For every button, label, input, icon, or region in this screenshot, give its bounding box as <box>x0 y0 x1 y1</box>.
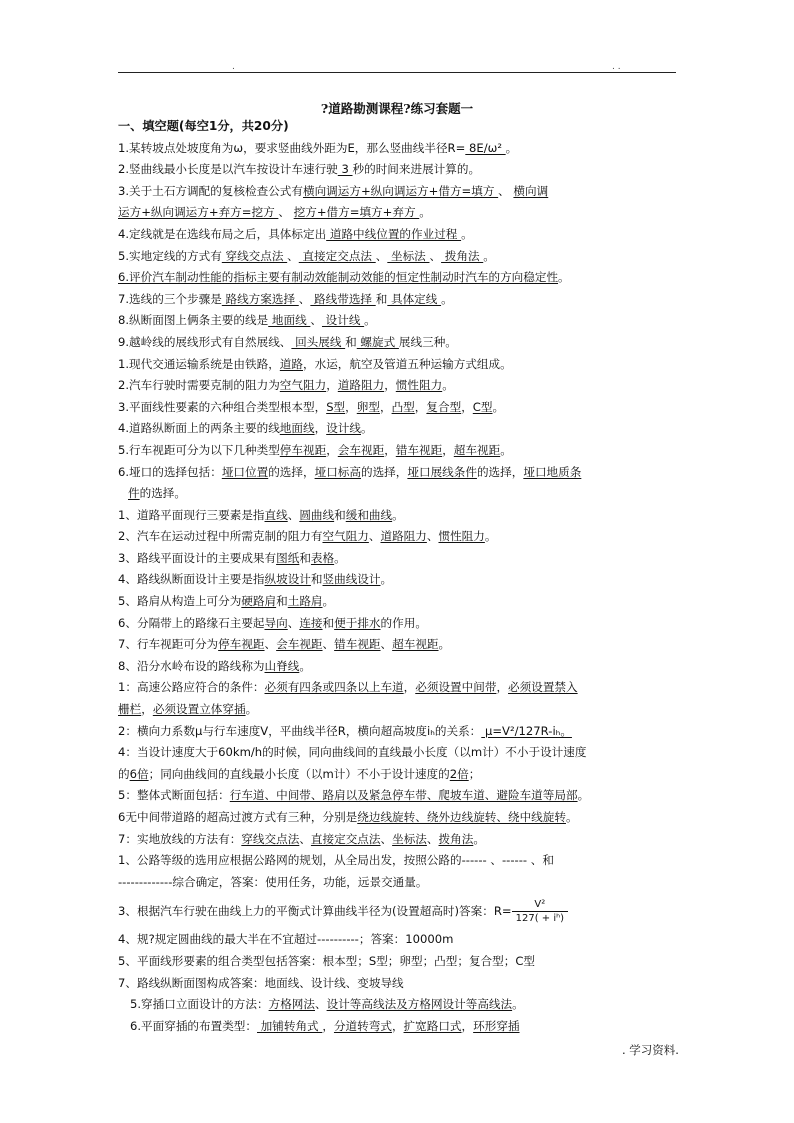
answer-text: 垭口地质条 <box>523 464 582 479</box>
answer-text: 具体定线 <box>387 291 442 306</box>
answer-text: 道路 <box>279 356 303 371</box>
text-span: 5.行车视距可分为以下几种类型 <box>118 442 280 457</box>
text-span: 、 <box>380 637 393 652</box>
text-span: ， <box>314 399 327 414</box>
answer-text: 方格网法 <box>268 997 315 1012</box>
text-span: 5、平面线形要素的组合类型包括答案：根本型；S型；卵型；凸型；复合型；C型 <box>118 953 536 968</box>
answer-text: 导向 <box>264 615 288 630</box>
answer-text: 垭口展线条件 <box>407 464 477 479</box>
answer-text: 山脊线 <box>264 658 300 673</box>
text-span: 4.定线就是在选线布局之后，具体标定出 <box>118 226 327 241</box>
text-span: 、 <box>310 313 322 328</box>
text-line <box>118 418 680 440</box>
text-line <box>118 289 680 311</box>
header-dot-right: . . <box>612 62 621 72</box>
text-line <box>118 462 680 484</box>
answer-text: 6.评价汽车制动性能的指标主要有制动效能制动效能的恒定性制动时汽车的方向稳定性 <box>118 270 559 285</box>
text-line <box>118 1016 680 1038</box>
text-span: ，水运，航空及管道五种运输方式组成。 <box>303 356 512 371</box>
answer-text: 件 <box>128 486 140 501</box>
fraction-denominator: 127( + iʰ) <box>512 911 568 925</box>
text-span: 。 <box>299 658 311 673</box>
text-span: 和 <box>334 507 346 522</box>
text-span: 、 <box>287 507 300 522</box>
text-span: 7、行车视距可分为 <box>118 637 219 652</box>
answer-text: 3 <box>337 162 353 177</box>
text-line <box>118 310 680 332</box>
answer-text: 挖方+借方=填方+弃方 <box>293 205 420 220</box>
text-span: 。 <box>364 313 376 328</box>
text-line <box>118 872 680 894</box>
answer-text: 道路阻力 <box>380 529 427 544</box>
text-span: 一、填空题(每空1分，共20分) <box>118 119 289 133</box>
answer-text: 会车视距 <box>276 637 323 652</box>
text-line <box>118 994 680 1016</box>
text-span: 。 <box>473 831 485 846</box>
text-span: 的选择， <box>360 464 408 479</box>
answer-text: 加铺转角式 <box>257 1018 323 1033</box>
text-line <box>118 569 680 591</box>
text-span: 、 <box>426 529 439 544</box>
text-span: 4、路线纵断面设计主要是指 <box>118 572 265 587</box>
text-span: ， <box>322 1018 334 1033</box>
text-line <box>118 483 680 505</box>
text-span: 1、公路等级的选用应根据公路网的规划，从全局出发，按照公路的------ 、------ 、和 <box>118 853 554 868</box>
text-span: 3、路线平面设计的主要成果有 <box>118 550 277 565</box>
text-span: 、 <box>278 205 294 220</box>
text-span: 1.现代交通运输系统是由铁路， <box>118 356 280 371</box>
text-span: 。 <box>512 997 524 1012</box>
answer-text: 直接定交点法 <box>298 248 376 263</box>
answer-text: 空气阻力 <box>279 378 327 393</box>
text-span: 3.平面线性要素的六种组合类型根本型 <box>118 399 315 414</box>
text-span: 。 <box>483 248 495 263</box>
text-line <box>118 397 680 419</box>
text-span: 3.关于土石方调配的复核检查公式有 <box>118 183 303 198</box>
answer-text: 复合型 <box>426 399 462 414</box>
text-line <box>118 742 680 764</box>
text-line <box>118 721 680 743</box>
text-span: 8.纵断面图上俩条主要的线是 <box>118 313 269 328</box>
answer-text: 硬路肩 <box>241 594 277 609</box>
answer-text: 空气阻力 <box>322 529 369 544</box>
answer-text: 横向调运方+纵向调运方+借方=填方 <box>302 183 499 198</box>
text-line <box>118 181 680 203</box>
text-span: 。 <box>505 140 518 155</box>
text-span: 的选择， <box>268 464 315 479</box>
document-body <box>118 116 680 1037</box>
answer-text: 6倍 <box>129 766 149 781</box>
text-span: 的 <box>118 766 130 781</box>
answer-text: 坐标法 <box>387 248 430 263</box>
text-line <box>118 591 680 613</box>
answer-text: 地面线 <box>279 421 315 436</box>
section-heading <box>118 116 680 138</box>
text-line <box>118 807 680 829</box>
header-dot-left: . <box>232 62 235 72</box>
text-span: ， <box>345 399 357 414</box>
text-span: 7、路线纵断面图构成答案：地面线、设计线、变坡导线 <box>118 975 404 990</box>
text-span: 的作用。 <box>380 615 427 630</box>
answer-text: 圆曲线 <box>299 507 335 522</box>
text-span: 7：实地放线的方法有： <box>118 831 242 846</box>
text-span: 。 <box>492 399 505 414</box>
footer-text: . 学习资料. <box>622 1043 679 1057</box>
text-span: 2：横向力系数μ与行车速度V，平曲线半径R，横向超高坡度iₕ的关系： <box>118 723 482 738</box>
text-span: 。 <box>558 270 570 285</box>
answer-text: 表格 <box>310 550 335 565</box>
text-span: 7.选线的三个步骤是 <box>118 291 222 306</box>
text-line <box>118 526 680 548</box>
answer-text: 回头展线 <box>291 334 346 349</box>
text-span: 5：整体式断面包括： <box>118 788 230 803</box>
formula-fraction <box>512 898 568 925</box>
text-span: 、 <box>368 529 381 544</box>
text-line <box>118 929 680 951</box>
text-line <box>118 505 680 527</box>
answer-text: 设计线 <box>321 313 365 328</box>
text-span: 4、规?规定圆曲线的最大半在不宜超过----------；答案：10000m <box>118 932 454 947</box>
text-line <box>118 440 680 462</box>
text-span: 和 <box>322 615 335 630</box>
text-span: ； <box>468 766 481 781</box>
answer-text: 直接定交点法 <box>310 831 381 846</box>
text-line <box>118 246 680 268</box>
text-span: 5.实地定线的方式有 <box>118 248 222 263</box>
text-span: 和 <box>299 550 311 565</box>
answer-text: 行车道、中间带、路肩以及紧急停车带、爬坡车道、避险车道等局部 <box>229 788 578 803</box>
answer-text: 必须设置禁入 <box>508 680 578 695</box>
text-span: 6.平面穿插的布置类型： <box>130 1018 257 1033</box>
text-span: 6、分隔带上的路缘石主要起 <box>118 615 265 630</box>
answer-text: 必须有四条或四条以上车道 <box>264 680 404 695</box>
text-line <box>118 332 680 354</box>
answer-text: C型 <box>472 399 493 414</box>
text-span: 、 <box>287 248 299 263</box>
text-line <box>118 893 680 929</box>
text-line <box>118 202 680 224</box>
text-span: 。 <box>361 421 373 436</box>
answer-text: 超车视距 <box>392 637 439 652</box>
text-line <box>118 159 680 181</box>
text-span: 2.竖曲线最小长度是以汽车按设计车速行驶 <box>118 162 338 177</box>
text-span: 和 <box>310 572 323 587</box>
answer-text: 必须设置立体穿插 <box>152 702 246 717</box>
text-span: 、 <box>298 291 311 306</box>
text-line <box>118 699 680 721</box>
text-span: 和 <box>375 291 388 306</box>
text-span: 2.汽车行驶时需要克制的阻力为 <box>118 378 280 393</box>
text-span: 、 <box>429 248 442 263</box>
text-span: 4：当设计速度大于60km/h的时候，同向曲线间的直线最小长度（以m计）不小于设计速度 <box>118 745 587 760</box>
fraction-numerator: V² <box>534 899 546 911</box>
answer-text: 设计线 <box>326 421 361 436</box>
answer-text: 土路肩 <box>287 594 323 609</box>
answer-text: 必须设置中间带 <box>415 680 497 695</box>
answer-text: 错车视距 <box>334 637 381 652</box>
text-span: ；同向曲线间的直线最小长度（以m计）不小于设计速度的 <box>148 766 450 781</box>
answer-text: 拨角法 <box>441 248 484 263</box>
text-span: ， <box>326 442 338 457</box>
answer-text: 分道转弯式 <box>333 1018 392 1033</box>
text-span: ， <box>496 680 509 695</box>
answer-text: 道路中线位置的作业过程 <box>326 226 462 241</box>
text-span: ， <box>384 378 396 393</box>
text-line <box>118 829 680 851</box>
text-span: 、 <box>322 637 335 652</box>
text-span: ， <box>391 1018 404 1033</box>
answer-text: 坐标法 <box>392 831 427 846</box>
text-line <box>118 634 680 656</box>
text-span: 。 <box>392 507 404 522</box>
text-span: 、 <box>498 183 514 198</box>
answer-text: 停车视距 <box>218 637 265 652</box>
text-span: 。 <box>500 442 512 457</box>
answer-text: 停车视距 <box>279 442 327 457</box>
text-span: 。 <box>438 637 451 652</box>
answer-text: 道路阻力 <box>337 378 385 393</box>
answer-text: 卵型 <box>356 399 380 414</box>
answer-text: 路线带选择 <box>310 291 376 306</box>
text-span: ， <box>403 680 416 695</box>
text-span: ， <box>326 378 338 393</box>
text-span: 。 <box>245 702 258 717</box>
answer-text: μ=V²/127R-iₕ。 <box>481 723 572 738</box>
answer-text: 缓和曲线 <box>345 507 393 522</box>
text-span: 。 <box>484 529 497 544</box>
text-line <box>118 224 680 246</box>
text-span: 、 <box>426 831 439 846</box>
text-line <box>118 267 680 289</box>
answer-text: 垭口位置 <box>221 464 269 479</box>
text-span: 。 <box>380 572 393 587</box>
text-span: ， <box>314 421 327 436</box>
text-span: 的选择， <box>476 464 524 479</box>
answer-text: 竖曲线设计 <box>322 572 381 587</box>
answer-text: 路线方案选择 <box>221 291 299 306</box>
answer-text: 图纸 <box>276 550 300 565</box>
text-span: 6.垭口的选择包括： <box>118 464 222 479</box>
text-span: 、 <box>380 831 393 846</box>
text-span: 。 <box>442 378 454 393</box>
text-span: 。 <box>441 291 453 306</box>
text-span: ， <box>379 399 392 414</box>
text-span: 和 <box>276 594 288 609</box>
answer-text: 超车视距 <box>453 442 501 457</box>
answer-text: 惯性阻力 <box>438 529 485 544</box>
page-title: ?道路勘测课程?练习套题一 <box>320 101 474 116</box>
answer-text: 穿线交点法 <box>221 248 288 263</box>
answer-text: 地面线 <box>268 313 311 328</box>
answer-text: 直线 <box>264 507 288 522</box>
answer-text: 运方+纵向调运方+弃方=挖方 <box>118 205 279 220</box>
text-span: 、 <box>314 997 327 1012</box>
text-line <box>118 656 680 678</box>
text-span: 4.道路纵断面上的两条主要的线 <box>118 421 280 436</box>
text-span: 展线三种。 <box>398 334 457 349</box>
answer-text: 螺旋式 <box>356 334 399 349</box>
text-span: 。 <box>334 550 346 565</box>
answer-text: 垭口标高 <box>314 464 361 479</box>
text-span: ， <box>461 399 473 414</box>
text-span: 6无中间带道路的超高过渡方式有三种，分别是 <box>118 810 358 824</box>
text-span: 、 <box>264 637 277 652</box>
text-line <box>118 973 680 995</box>
text-span: 5、路肩从构造上可分为 <box>118 594 242 609</box>
text-span: ， <box>384 442 396 457</box>
text-line <box>118 613 680 635</box>
text-line <box>118 850 680 872</box>
answer-text: 横向调 <box>513 183 549 198</box>
answer-text: 2倍 <box>449 766 469 781</box>
text-span: 1、道路平面现行三要素是指 <box>118 507 265 522</box>
text-line <box>118 785 680 807</box>
text-span: 。 <box>461 226 473 241</box>
text-span: 。 <box>565 810 578 824</box>
text-span: 5.穿插口立面设计的方法： <box>130 997 269 1012</box>
text-span: ， <box>442 442 454 457</box>
text-span: ， <box>414 399 427 414</box>
text-span: 8、沿分水岭布设的路线称为 <box>118 658 265 673</box>
text-line <box>118 677 680 699</box>
text-line <box>118 138 680 160</box>
text-span: 、 <box>287 615 300 630</box>
text-span: 。 <box>322 594 335 609</box>
text-span: -------------综合确定，答案：使用任务，功能，远景交通量。 <box>118 874 428 889</box>
answer-text: 凸型 <box>391 399 415 414</box>
text-span: 和 <box>345 334 357 349</box>
answer-text: 环形穿插 <box>473 1018 520 1033</box>
text-line <box>118 375 680 397</box>
text-line <box>118 951 680 973</box>
answer-text: 穿线交点法 <box>241 831 300 846</box>
text-span: 、 <box>375 248 388 263</box>
text-span: 、 <box>299 831 311 846</box>
answer-text: 会车视距 <box>337 442 385 457</box>
answer-text: 绕边线旋转、绕外边线旋转、绕中线旋转 <box>357 810 566 824</box>
answer-text: 扩宽路口式 <box>403 1018 462 1033</box>
text-span: 的选择。 <box>139 486 186 501</box>
answer-text: 便于排水 <box>334 615 381 630</box>
answer-text: 纵坡设计 <box>264 572 311 587</box>
answer-text: 错车视距 <box>395 442 443 457</box>
text-span: 9.越岭线的展线形式有自然展线、 <box>118 334 292 349</box>
text-span: 3、根据汽车行驶在曲线上力的平衡式计算曲线半径为(设置超高时)答案：R= <box>118 904 512 919</box>
answer-text: 连接 <box>299 615 323 630</box>
text-span: ， <box>141 702 153 717</box>
text-span: 秒的时间来进展计算的。 <box>352 162 481 177</box>
text-line <box>118 764 680 786</box>
answer-text: 栅栏 <box>118 702 142 717</box>
answer-text: 拨角法 <box>438 831 474 846</box>
text-span: 1：高速公路应符合的条件： <box>118 680 265 695</box>
header-rule <box>118 72 676 73</box>
text-span: ， <box>461 1018 474 1033</box>
text-line <box>118 548 680 570</box>
text-line <box>118 354 680 376</box>
text-span: 2、汽车在运动过程中所需克制的阻力有 <box>118 529 323 544</box>
text-span: 1.某转坡点处坡度角为ω，要求竖曲线外距为E，那么竖曲线半径R= <box>118 140 466 155</box>
text-span: 。 <box>419 205 431 220</box>
answer-text: 8E/ω² <box>465 140 506 155</box>
answer-text: 惯性阻力 <box>395 378 443 393</box>
text-span: 。 <box>577 788 590 803</box>
answer-text: 设计等高线法及方格网设计等高线法 <box>326 997 513 1012</box>
answer-text: S型 <box>326 399 346 414</box>
